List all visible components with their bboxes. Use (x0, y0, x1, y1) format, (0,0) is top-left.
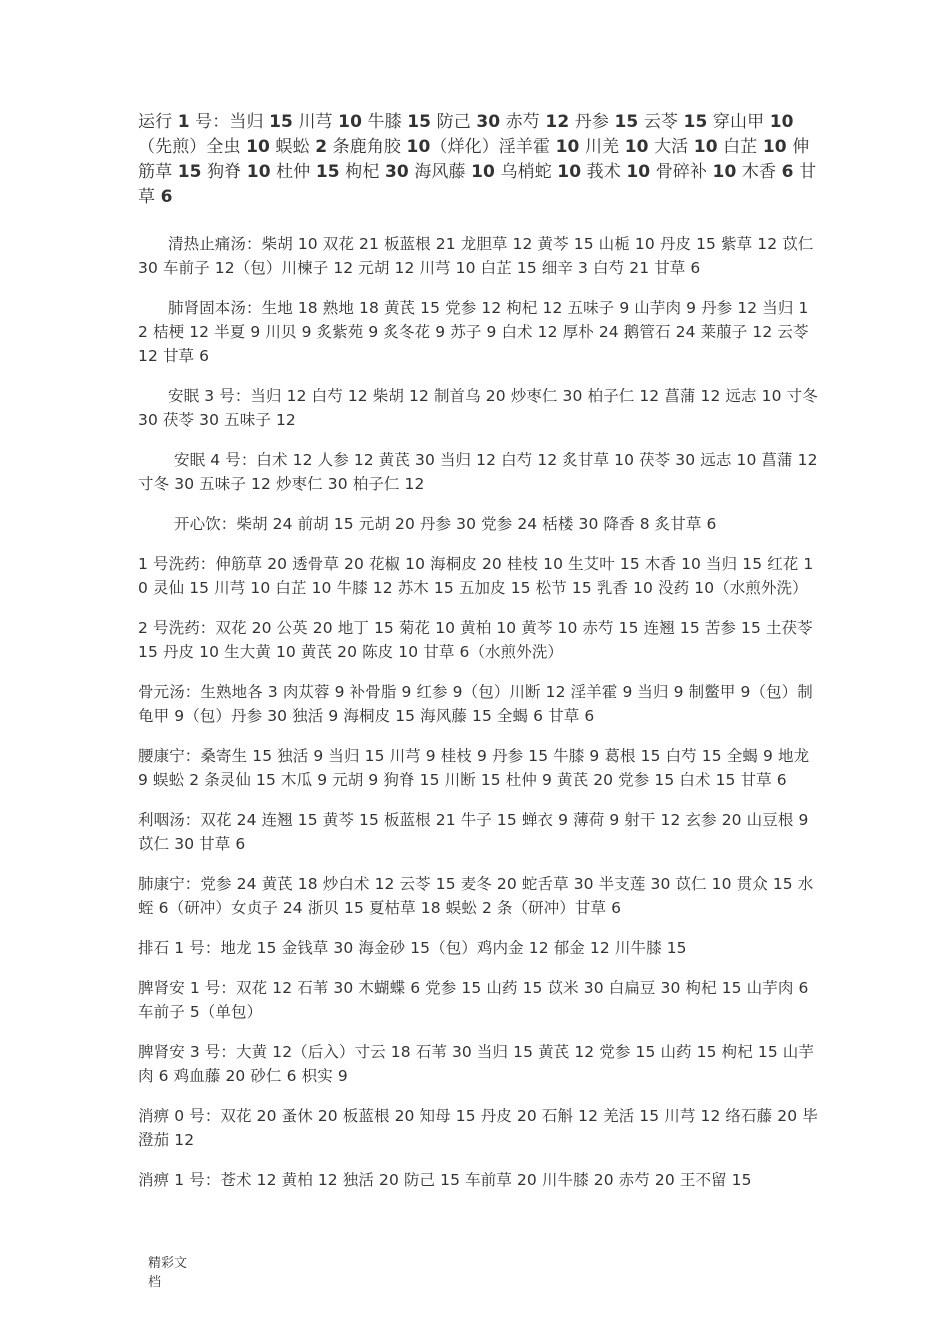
prescription-pishenan-3: 脾肾安 3 号：大黄 12（后入）寸云 18 石苇 30 当归 15 黄芪 12 党参 15 山药 15 枸杞 15 山芋肉 6 鸡血藤 20 砂仁 6 枳实 9 (138, 1043, 815, 1085)
prescription-anmian-4: 安眠 4 号：白术 12 人参 12 黄芪 30 当归 12 白芍 12 炙甘草 10 茯苓 30 远志 10 菖蒲 12 寸冬 30 五味子 12 炒枣仁 30 柏子仁 12 (138, 451, 818, 493)
prescription-qingre-zhitong: 清热止痛汤：柴胡 10 双花 21 板蓝根 21 龙胆草 12 黄芩 15 山栀 10 丹皮 15 紫草 12 苡仁 30 车前子 12（包）川楝子 12 元胡 12 川芎 10 白芷 15 细辛 3 白芍 21 甘草 6 (138, 235, 814, 277)
prescription-paishi-1: 排石 1 号：地龙 15 金钱草 30 海金砂 15（包）鸡内金 12 郁金 12 川牛膝 15 (138, 939, 687, 957)
document-body (138, 110, 818, 1208)
prescription-xiaobi-1: 消痹 1 号：苍术 12 黄柏 12 独活 20 防己 15 车前草 20 川牛膝 20 赤芍 20 王不留 15 (138, 1171, 752, 1189)
prescription-pishenan-1: 脾肾安 1 号：双花 12 石苇 30 木蝴蝶 6 党参 15 山药 15 苡米 30 白扁豆 30 枸杞 15 山芋肉 6 车前子 5（单包） (138, 979, 809, 1021)
prescription-anmian-3: 安眠 3 号：当归 12 白芍 12 柴胡 12 制首乌 20 炒枣仁 30 柏子仁 12 菖蒲 12 远志 10 寸冬 30 茯苓 30 五味子 12 (138, 387, 818, 429)
page-footer: 精彩文档 (148, 1256, 188, 1290)
prescription-xiaobi-0: 消痹 0 号：双花 20 蚤休 20 板蓝根 20 知母 15 丹皮 20 石斛 12 羌活 15 川芎 12 络石藤 20 毕澄茄 12 (138, 1107, 818, 1149)
prescription-xiyao-2: 2 号洗药：双花 20 公英 20 地丁 15 菊花 10 黄柏 10 黄芩 10 赤芍 15 连翘 15 苦参 15 土茯苓 15 丹皮 10 生大黄 10 黄芪 20 陈皮 10 甘草 6（水煎外洗） (138, 619, 813, 661)
prescription-feishen-guben: 肺肾固本汤：生地 18 熟地 18 黄芪 15 党参 12 枸杞 12 五味子 9 山芋肉 9 丹参 12 当归 12 桔梗 12 半夏 9 川贝 9 炙紫苑 9 炙冬花 9 苏子 9 白术 12 厚朴 24 鹅管石 24 莱菔子 12 云苓 12 甘草 6 (138, 299, 809, 365)
prescription-guyuan-tang: 骨元汤：生熟地各 3 肉苁蓉 9 补骨脂 9 红参 9（包）川断 12 淫羊霍 9 当归 9 制鳖甲 9（包）制龟甲 9（包）丹参 30 独活 9 海桐皮 15 海风藤 15 全蝎 6 甘草 6 (138, 683, 813, 725)
prescription-yunxing-1: 运行 1 号：当归 15 川芎 10 牛膝 15 防己 30 赤芍 12 丹参 15 云苓 15 穿山甲 10（先煎）全虫 10 蜈蚣 2 条鹿角胶 10（烊化）淫羊霍 10 川羌 10 大活 10 白芷 10 伸筋草 15 狗脊 10 杜仲 15 枸杞 30 海风藤 10 乌梢蛇 10 莪术 10 骨碎补 10 木香 6 甘草 6 (138, 112, 817, 207)
prescription-xiyao-1: 1 号洗药：伸筋草 20 透骨草 20 花椒 10 海桐皮 20 桂枝 10 生艾叶 15 木香 10 当归 15 红花 10 灵仙 15 川芎 10 白芷 10 牛膝 12 苏木 15 五加皮 15 松节 15 乳香 10 没药 10（水煎外洗） (138, 555, 814, 597)
prescription-liyan-tang: 利咽汤：双花 24 连翘 15 黄芩 15 板蓝根 21 牛子 15 蝉衣 9 薄荷 9 射干 12 玄参 20 山豆根 9 苡仁 30 甘草 6 (138, 811, 809, 853)
prescription-yaokangning: 腰康宁：桑寄生 15 独活 9 当归 15 川芎 9 桂枝 9 丹参 15 牛膝 9 葛根 15 白芍 15 全蝎 9 地龙 9 蜈蚣 2 条灵仙 15 木瓜 9 元胡 9 狗脊 15 川断 15 杜仲 9 黄芪 20 党参 15 白术 15 甘草 6 (138, 747, 810, 789)
prescription-feikangning: 肺康宁：党参 24 黄芪 18 炒白术 12 云苓 15 麦冬 20 蛇舌草 30 半支莲 30 苡仁 10 贯众 15 水蛭 6（研冲）女贞子 24 浙贝 15 夏枯草 18 蜈蚣 2 条（研冲）甘草 6 (138, 875, 814, 917)
prescription-kaixin-yin: 开心饮：柴胡 24 前胡 15 元胡 20 丹参 30 党参 24 栝楼 30 降香 8 炙甘草 6 (174, 515, 717, 533)
